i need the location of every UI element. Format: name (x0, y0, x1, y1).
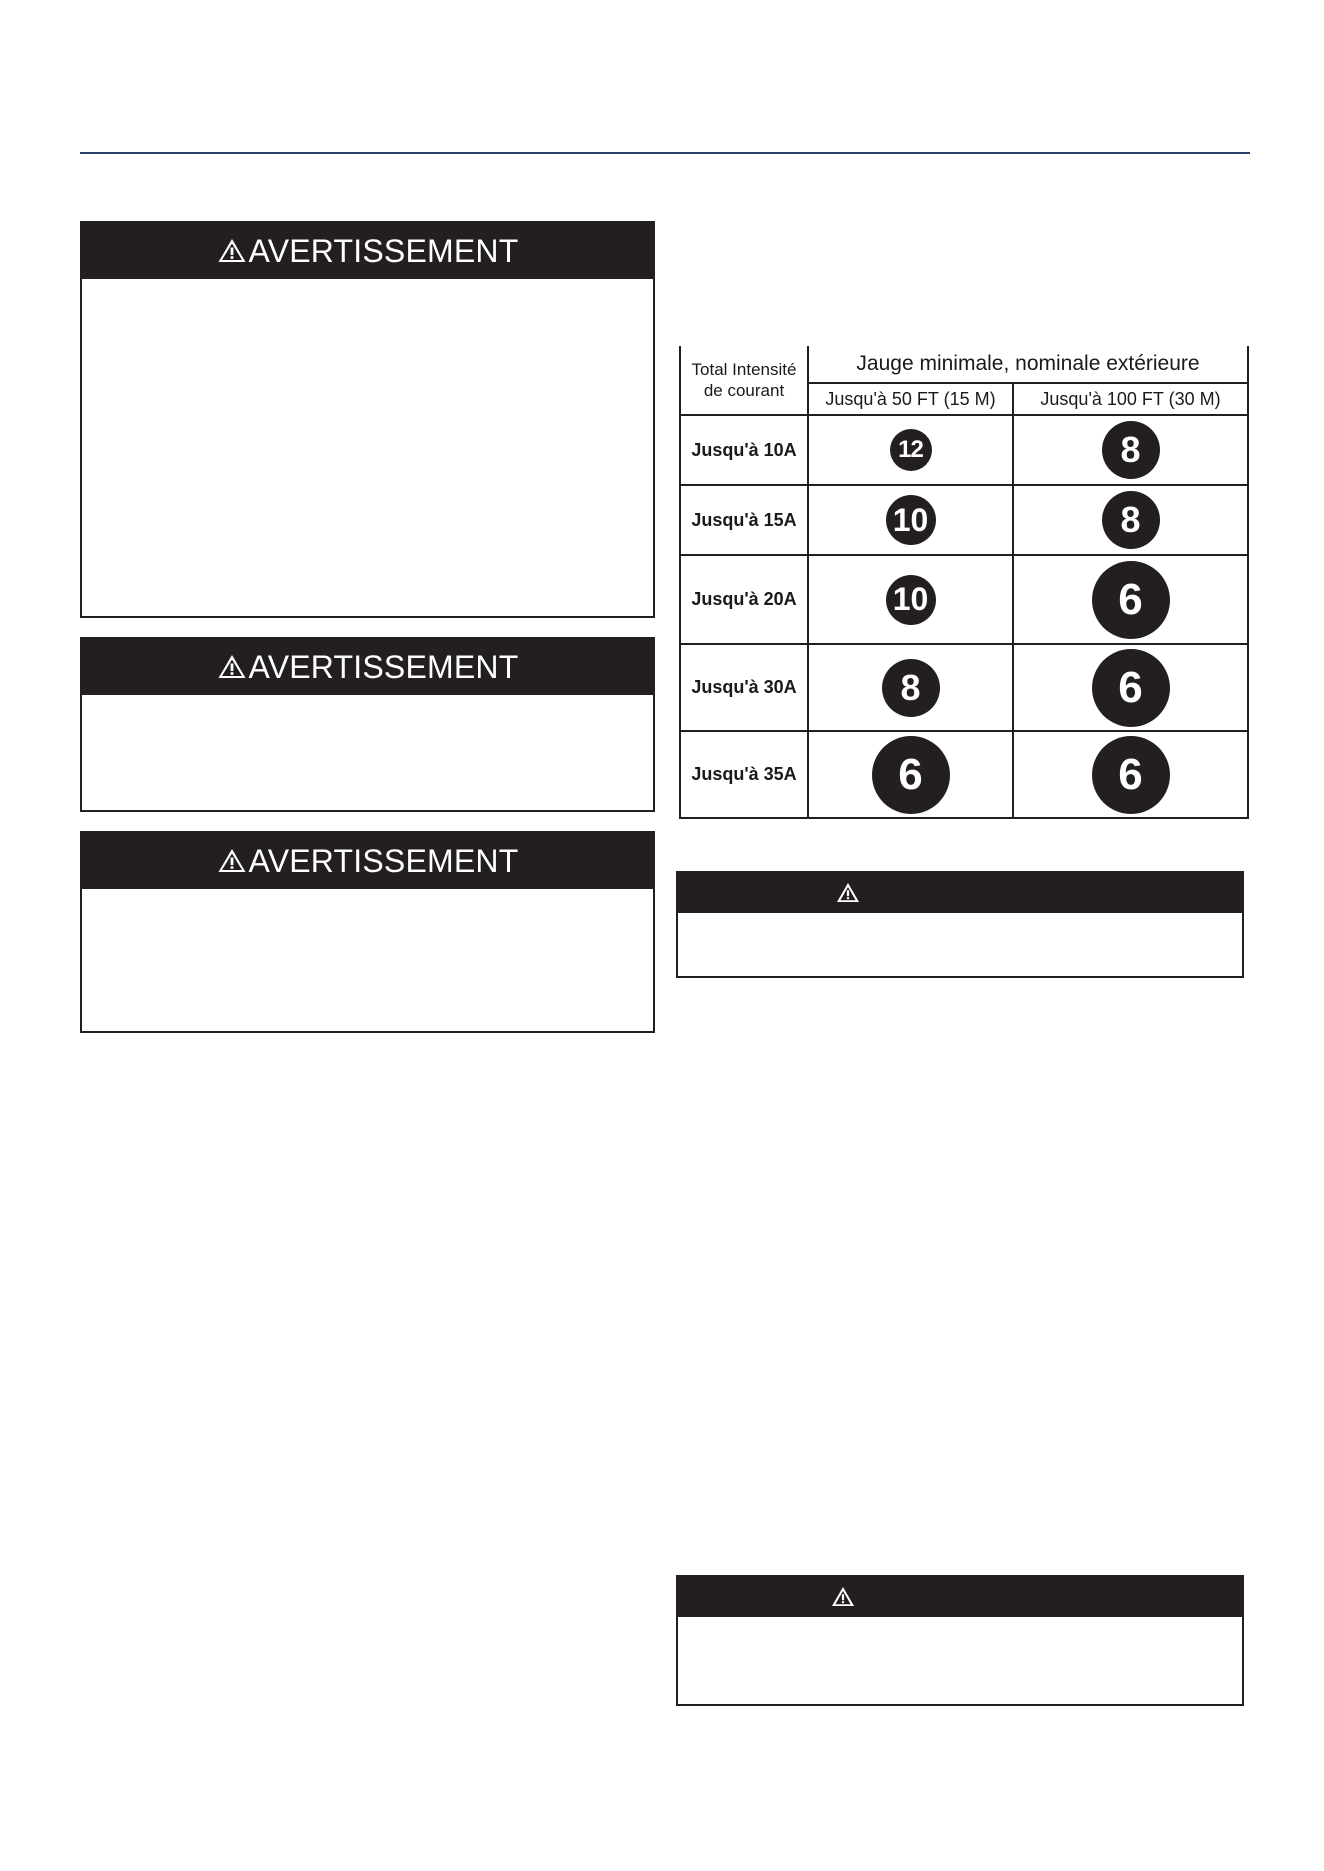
header-50ft: Jusqu'à 50 FT (15 M) (808, 383, 1013, 415)
gauge-badge: 10 (886, 495, 936, 545)
warning-triangle-icon (831, 1586, 855, 1607)
warning-label: AVERTISSEMENT (248, 233, 519, 269)
table-row (680, 731, 1248, 818)
warning-label: AVERTISSEMENT (248, 843, 519, 879)
caution-header (678, 873, 1242, 913)
warning-label: AVERTISSEMENT (248, 649, 519, 685)
header-min-gauge: Jauge minimale, nominale extérieure (808, 346, 1248, 383)
warning-triangle-icon (217, 237, 247, 264)
table-row (680, 485, 1248, 555)
table-row (680, 644, 1248, 731)
gauge-badge: 6 (1092, 561, 1170, 639)
row-label: Jusqu'à 30A (680, 644, 808, 731)
warning-triangle-icon (836, 882, 860, 903)
row-label: Jusqu'à 15A (680, 485, 808, 555)
warning-box-3 (80, 831, 655, 1033)
gauge-badge: 10 (886, 575, 936, 625)
caution-box-2 (676, 1575, 1244, 1706)
warning-header (82, 833, 653, 889)
extension-cord-gauge-table (679, 346, 1249, 819)
caution-header (678, 1577, 1242, 1617)
row-label: Jusqu'à 20A (680, 555, 808, 644)
table-header-row (680, 346, 1248, 383)
gauge-badge: 12 (890, 429, 932, 471)
row-label: Jusqu'à 35A (680, 731, 808, 818)
header-rule (80, 152, 1250, 154)
gauge-badge: 6 (1092, 736, 1170, 814)
table-row (680, 555, 1248, 644)
gauge-badge: 8 (1102, 491, 1160, 549)
gauge-badge: 8 (1102, 421, 1160, 479)
gauge-badge: 6 (1092, 649, 1170, 727)
warning-header (82, 639, 653, 695)
warning-box-1 (80, 221, 655, 618)
header-total-amperage: Total Intensité de courant (680, 346, 808, 415)
table-row (680, 415, 1248, 485)
gauge-badge: 6 (872, 736, 950, 814)
row-label: Jusqu'à 10A (680, 415, 808, 485)
warning-header (82, 223, 653, 279)
warning-triangle-icon (217, 847, 247, 874)
warning-box-2 (80, 637, 655, 812)
caution-box-1 (676, 871, 1244, 978)
warning-triangle-icon (217, 653, 247, 680)
header-100ft: Jusqu'à 100 FT (30 M) (1013, 383, 1248, 415)
gauge-badge: 8 (882, 659, 940, 717)
